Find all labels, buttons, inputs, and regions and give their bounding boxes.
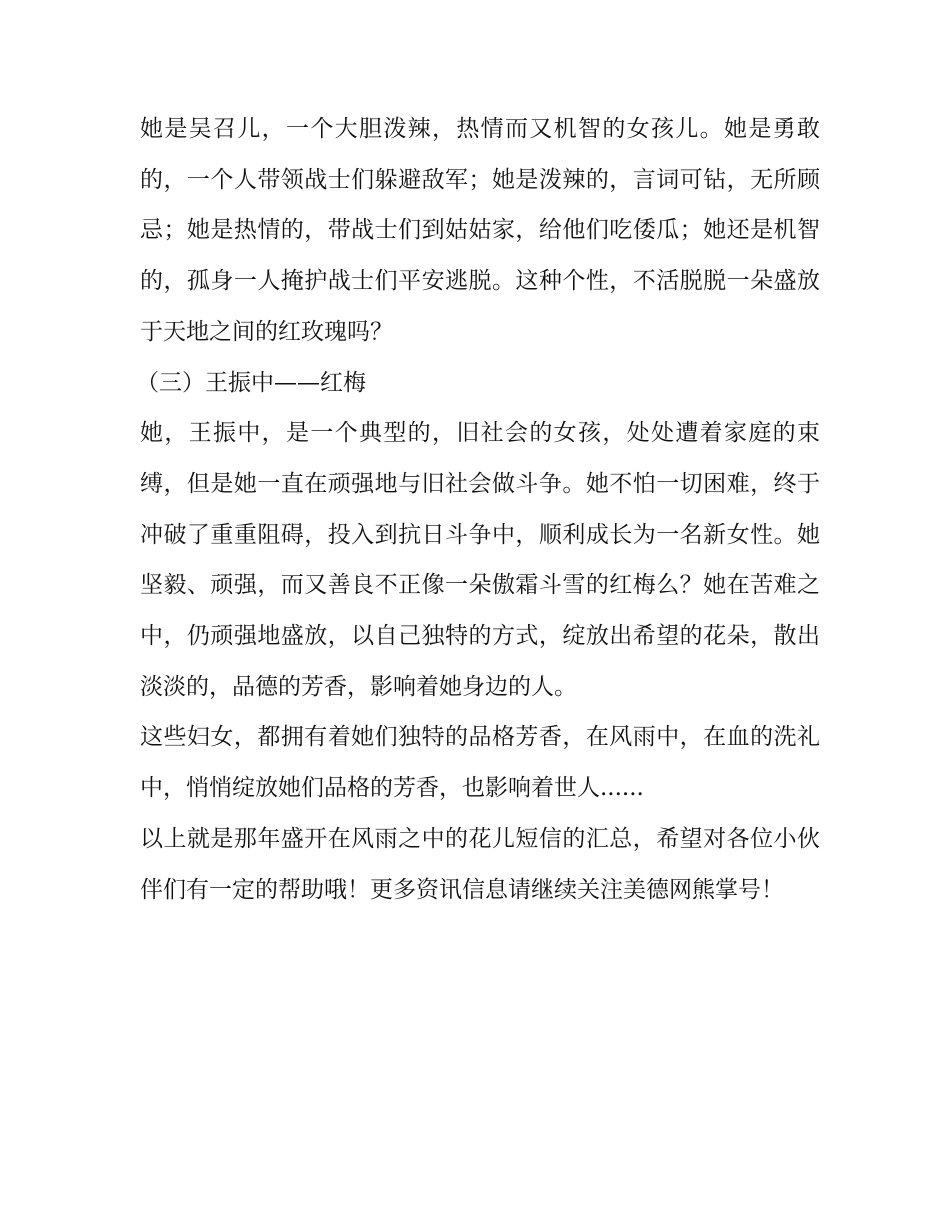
paragraph-wang-zhenzhong: 她，王振中，是一个典型的，旧社会的女孩，处处遭着家庭的束缚，但是她一直在顽强地与旧社会做斗争。她不怕一切困难，终于冲破了重重阻碍，投入到抗日斗争中，顺利成长为一名新女性。她坚毅、顽强，而又善良不正像一朵傲霜斗雪的红梅么？她在苦难之中，仍顽强地盛放，以自己独特的方式，绽放出希望的花朵，散出淡淡的，品德的芳香，影响着她身边的人。 — [140, 420, 820, 700]
paragraph-closing-note: 以上就是那年盛开在风雨之中的花儿短信的汇总，希望对各位小伙伴们有一定的帮助哦！更多资讯信息请继续关注美德网熊掌号！ — [140, 825, 820, 903]
section-heading: （三）王振中——红梅 — [136, 369, 366, 396]
paragraph-women-summary: 这些妇女，都拥有着她们独特的品格芳香，在风雨中，在血的洗礼中，悄悄绽放她们品格的芳香，也影响着世人...... — [140, 724, 820, 802]
document-body — [136, 104, 820, 915]
paragraph-wu-zhaoer: 她是吴召儿，一个大胆泼辣，热情而又机智的女孩儿。她是勇敢的，一个人带领战士们躲避敌军；她是泼辣的，言词可钻，无所顾忌；她是热情的，带战士们到姑姑家，给他们吃倭瓜；她还是机智的，孤身一人掩护战士们平安逃脱。这种个性，不活脱脱一朵盛放于天地之间的红玫瑰吗？ — [140, 116, 820, 345]
